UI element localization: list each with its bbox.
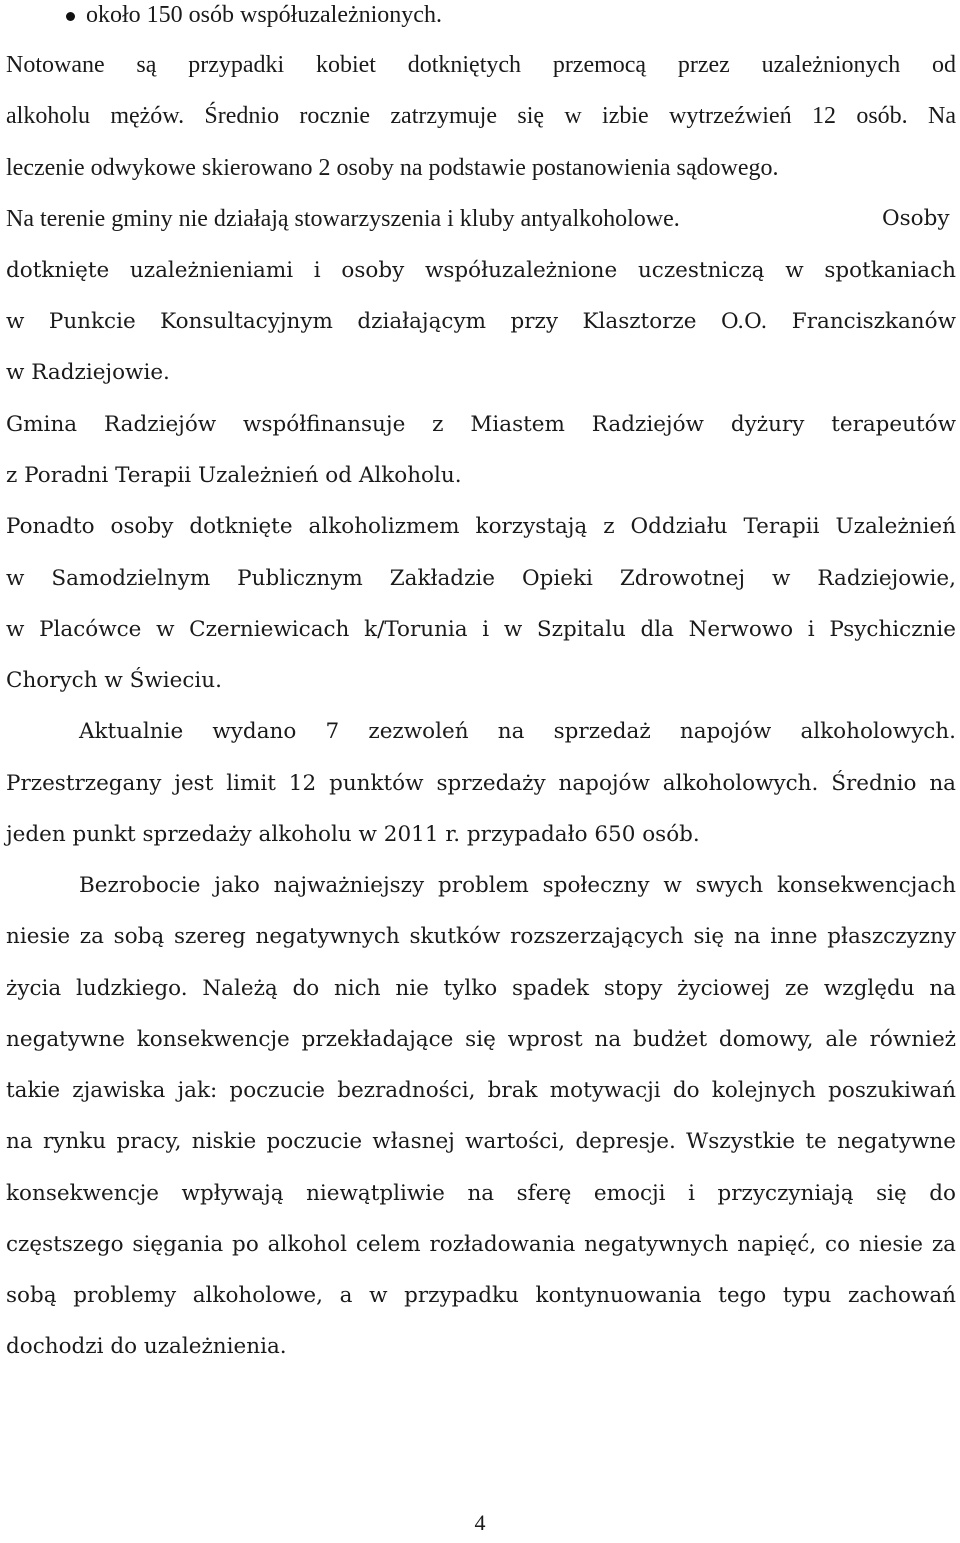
text-line: Chorych w Świeciu. [6,668,222,693]
text-line: z Poradni Terapii Uzależnień od Alkoholu. [6,463,462,488]
page-number: 4 [474,1510,486,1535]
text-line: Na terenie gminy nie działają stowarzyszenia i kluby antyalkoholowe. [6,206,680,232]
text-line: alkoholu mężów. Średnio rocznie zatrzymuje się w izbie wytrzeźwień 12 osób. Na [6,103,956,129]
text-line: jeden punkt sprzedaży alkoholu w 2011 r. przypadało 650 osób. [6,822,700,847]
text-line: niesie za sobą szereg negatywnych skutków rozszerzających się na inne płaszczyzny [6,924,956,949]
text-line: życia ludzkiego. Należą do nich nie tylko spadek stopy życiowej ze względu na [6,976,956,1001]
text-line: w Placówce w Czerniewicach k/Torunia i w Szpitalu dla Nerwowo i Psychicznie [6,617,956,642]
text-line: Bezrobocie jako najważniejszy problem społeczny w swych konsekwencjach [79,873,956,898]
text-line: w Radziejowie. [6,360,170,385]
text-line: Ponadto osoby dotknięte alkoholizmem korzystają z Oddziału Terapii Uzależnień [6,514,956,539]
bullet-marker [66,12,75,21]
bullet-item [0,0,960,30]
text-line: takie zjawiska jak: poczucie bezradności, brak motywacji do kolejnych poszukiwań [6,1078,956,1103]
text-line: w Samodzielnym Publicznym Zakładzie Opieki Zdrowotnej w Radziejowie, [6,566,956,591]
text-line: dotknięte uzależnieniami i osoby współuzależnione uczestniczą w spotkaniach [6,258,956,283]
text-line: na rynku pracy, niskie poczucie własnej wartości, depresje. Wszystkie te negatywne [6,1129,956,1154]
text-line: konsekwencje wpływają niewątpliwie na sferę emocji i przyczyniają się do [6,1181,956,1206]
text-line: Osoby [882,206,950,231]
text-line: dochodzi do uzależnienia. [6,1334,287,1359]
text-line: w Punkcie Konsultacyjnym działającym przy Klasztorze O.O. Franciszkanów [6,309,956,334]
text-line: Notowane są przypadki kobiet dotkniętych przemocą przez uzależnionych od [6,52,956,78]
text-line: Aktualnie wydano 7 zezwoleń na sprzedaż napojów alkoholowych. [79,719,956,744]
text-line: częstszego sięgania po alkohol celem rozładowania negatywnych napięć, co niesie za [6,1232,956,1257]
text-line: Gmina Radziejów współfinansuje z Miastem Radziejów dyżury terapeutów [6,412,956,437]
text-line: Przestrzegany jest limit 12 punktów sprzedaży napojów alkoholowych. Średnio na [6,771,956,796]
text-line: negatywne konsekwencje przekładające się wprost na budżet domowy, ale również [6,1027,956,1052]
text-line: sobą problemy alkoholowe, a w przypadku kontynuowania tego typu zachowań [6,1283,956,1308]
text-line: leczenie odwykowe skierowano 2 osoby na podstawie postanowienia sądowego. [6,155,779,181]
bullet-text: około 150 osób współuzależnionych. [86,2,442,28]
